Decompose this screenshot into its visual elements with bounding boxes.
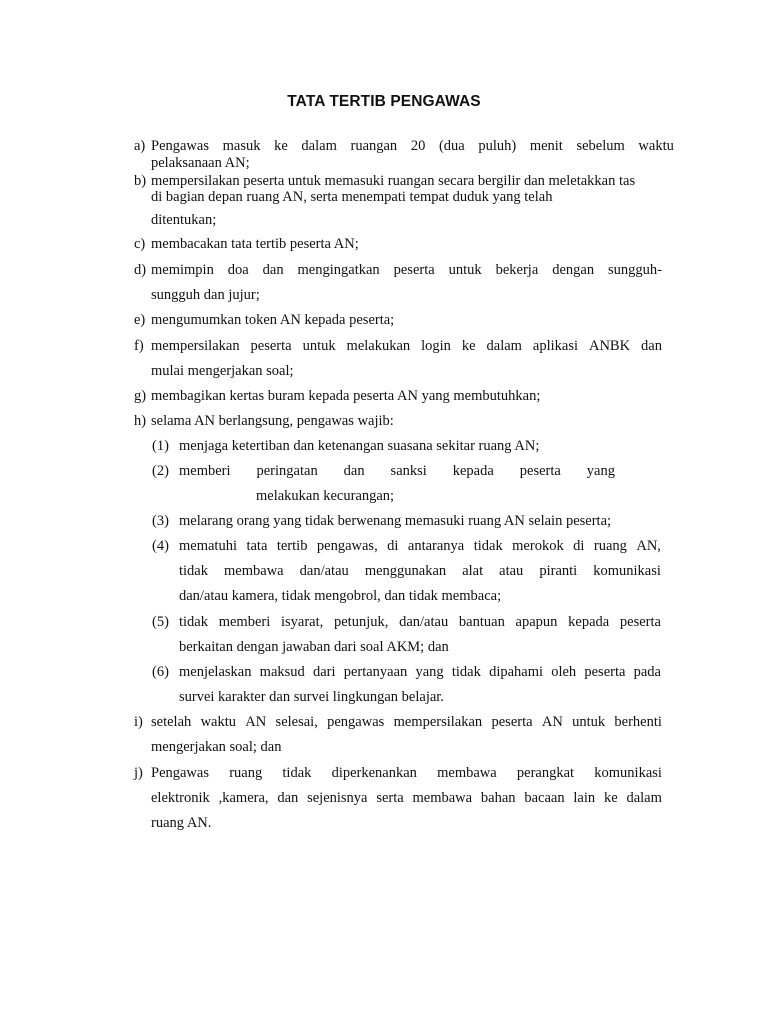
item-line: mempersilakan peserta untuk memasuki ruangan secara bergilir dan meletakkan tas [151, 173, 636, 189]
word: antaranya [407, 538, 465, 554]
word: peserta [519, 463, 561, 479]
word: oleh [551, 664, 577, 680]
word: mempersilakan [393, 714, 483, 730]
item-label: h) [134, 413, 147, 429]
word: dipahami [489, 664, 544, 680]
word: dalam [486, 338, 522, 354]
sub-item-line [179, 463, 615, 480]
word: sanksi [390, 463, 427, 479]
word: di [573, 538, 585, 554]
sub-item-line: melarang orang yang tidak berwenang memasuki ruang AN selain peserta; [179, 513, 612, 529]
item-line [151, 138, 674, 155]
word: atau [499, 563, 524, 579]
word: perangkat [516, 765, 575, 781]
word: dari [312, 664, 336, 680]
word: dalam [626, 790, 662, 806]
page-title: TATA TERTIB PENGAWAS [287, 93, 481, 110]
word: menjelaskan [179, 664, 252, 680]
word: komunikasi [593, 563, 661, 579]
word: dan [641, 338, 662, 354]
item-label: b) [134, 173, 147, 189]
sub-item-label: (6) [152, 664, 169, 680]
word: dan [262, 262, 284, 278]
item-line-justified [151, 790, 662, 807]
item-label: e) [134, 312, 146, 328]
item-label: j) [134, 765, 143, 781]
word: AN, [636, 538, 661, 554]
word: sungguh- [608, 262, 662, 278]
word: peserta [250, 338, 292, 354]
word: tidak [451, 664, 481, 680]
sub-item-line: survei karakter dan survei lingkungan belajar. [179, 689, 444, 705]
word: bekerja [495, 262, 539, 278]
item-line [151, 714, 662, 731]
word: yang [586, 463, 615, 479]
sub-item-line-justified [179, 563, 661, 580]
word: membawa [224, 563, 284, 579]
item-line [151, 338, 662, 355]
word: maksud [259, 664, 305, 680]
word: tata [246, 538, 268, 554]
word: tertib [276, 538, 308, 554]
word: bahan [480, 790, 516, 806]
item-line-justified [151, 765, 662, 782]
sub-item-line: dan/atau kamera, tidak mengobrol, dan tidak membaca; [179, 588, 502, 604]
sub-item-label: (2) [152, 463, 169, 479]
word: peringatan [256, 463, 318, 479]
sub-item-label: (3) [152, 513, 169, 529]
sub-item-line: berkaitan dengan jawaban dari soal AKM; dan [179, 639, 449, 655]
sub-item-line [179, 563, 661, 580]
item-line [151, 765, 662, 782]
word: tidak [282, 765, 312, 781]
word: tidak [179, 563, 208, 579]
word: mengingatkan [297, 262, 380, 278]
word: pengawas [327, 714, 385, 730]
sub-item-line-justified [179, 538, 661, 555]
word: AN [541, 714, 563, 730]
word: elektronik [151, 790, 210, 806]
word: pada [633, 664, 661, 680]
item-line [151, 790, 662, 807]
word: peserta [619, 614, 661, 630]
word: ke [461, 338, 476, 354]
word: bantuan [458, 614, 505, 630]
word: dan [343, 463, 365, 479]
word: untuk [448, 262, 482, 278]
word: ruangan [350, 138, 398, 154]
word: memimpin [151, 262, 214, 278]
word: dalam [301, 138, 337, 154]
word: merokok [512, 538, 564, 554]
word: sebelum [576, 138, 625, 154]
word: waktu [638, 138, 674, 154]
word: memberi [179, 463, 231, 479]
item-line: ruang AN. [151, 815, 212, 831]
sub-item-line [179, 538, 661, 555]
item-line: mulai mengerjakan soal; [151, 363, 294, 379]
word: menggunakan [364, 563, 447, 579]
item-line: pelaksanaan AN; [151, 155, 250, 171]
sub-item-label: (4) [152, 538, 169, 554]
word: doa [227, 262, 249, 278]
word: setelah [151, 714, 192, 730]
sub-item-line: melakukan kecurangan; [256, 488, 395, 504]
word: peserta [393, 262, 435, 278]
word: masuk [222, 138, 261, 154]
word: alat [462, 563, 484, 579]
word: aplikasi [532, 338, 579, 354]
word: selesai, [275, 714, 318, 730]
word: 20 [410, 138, 426, 154]
word: bacaan [524, 790, 565, 806]
sub-item-line-justified [179, 463, 615, 480]
word: isyarat, [280, 614, 324, 630]
item-line: ditentukan; [151, 212, 217, 228]
word: melakukan [346, 338, 411, 354]
word: Pengawas [151, 765, 209, 781]
word: tidak [179, 614, 208, 630]
word: ke [274, 138, 288, 154]
word: waktu [200, 714, 236, 730]
item-line-justified [151, 714, 662, 731]
word: AN [245, 714, 267, 730]
word: tidak [473, 538, 503, 554]
word: serta [376, 790, 404, 806]
word: komunikasi [594, 765, 662, 781]
word: ruang [229, 765, 263, 781]
word: dan [277, 790, 299, 806]
word: berhenti [614, 714, 662, 730]
word: untuk [302, 338, 336, 354]
word: membawa [412, 790, 473, 806]
word: ruang [593, 538, 627, 554]
item-line: membagikan kertas buram kepada peserta AN yang membutuhkan; [151, 388, 541, 404]
word: kepada [568, 614, 610, 630]
word: ANBK [588, 338, 631, 354]
item-line: selama AN berlangsung, pengawas wajib: [151, 413, 394, 429]
item-line: membacakan tata tertib peserta AN; [151, 236, 359, 252]
word: yang [415, 664, 444, 680]
sub-item-line-justified [179, 664, 661, 681]
word: ke [603, 790, 618, 806]
sub-item-label: (1) [152, 438, 169, 454]
word: untuk [572, 714, 606, 730]
word: piranti [539, 563, 578, 579]
word: menit [529, 138, 563, 154]
word: sejenisnya [307, 790, 368, 806]
item-line-justified [151, 338, 662, 355]
sub-item-line [179, 614, 661, 631]
sub-item-line: menjaga ketertiban dan ketenangan suasana sekitar ruang AN; [179, 438, 540, 454]
word: mempersilakan [151, 338, 240, 354]
item-label: c) [134, 236, 146, 252]
word: peserta [584, 664, 626, 680]
item-line: mengumumkan token AN kepada peserta; [151, 312, 395, 328]
word: peserta [491, 714, 533, 730]
word: di [387, 538, 399, 554]
item-line-justified [151, 138, 674, 155]
item-line-justified [151, 262, 662, 279]
item-label: g) [134, 388, 147, 404]
item-line [151, 262, 662, 279]
word: apapun [515, 614, 558, 630]
word: dan/atau [399, 614, 449, 630]
word: lain [573, 790, 596, 806]
word: memberi [218, 614, 271, 630]
word: dan/atau [299, 563, 349, 579]
word: (dua [438, 138, 465, 154]
word: pengawas, [316, 538, 378, 554]
item-line: sungguh dan jujur; [151, 287, 260, 303]
item-label: a) [134, 138, 146, 154]
word: puluh) [478, 138, 517, 154]
item-label: d) [134, 262, 147, 278]
word: mematuhi [179, 538, 237, 554]
sub-item-line-justified [179, 614, 661, 631]
word: petunjuk, [333, 614, 389, 630]
word: kepada [452, 463, 494, 479]
word: ,kamera, [218, 790, 269, 806]
item-label: f) [134, 338, 144, 354]
sub-item-label: (5) [152, 614, 169, 630]
word: pertanyaan [343, 664, 408, 680]
item-line: di bagian depan ruang AN, serta menempati tempat duduk yang telah [151, 189, 553, 205]
word: diperkenankan [331, 765, 417, 781]
item-line: mengerjakan soal; dan [151, 739, 282, 755]
word: Pengawas [151, 138, 209, 154]
item-label: i) [134, 714, 143, 730]
sub-item-line [179, 664, 661, 681]
word: login [421, 338, 451, 354]
word: membawa [437, 765, 497, 781]
word: dengan [552, 262, 595, 278]
